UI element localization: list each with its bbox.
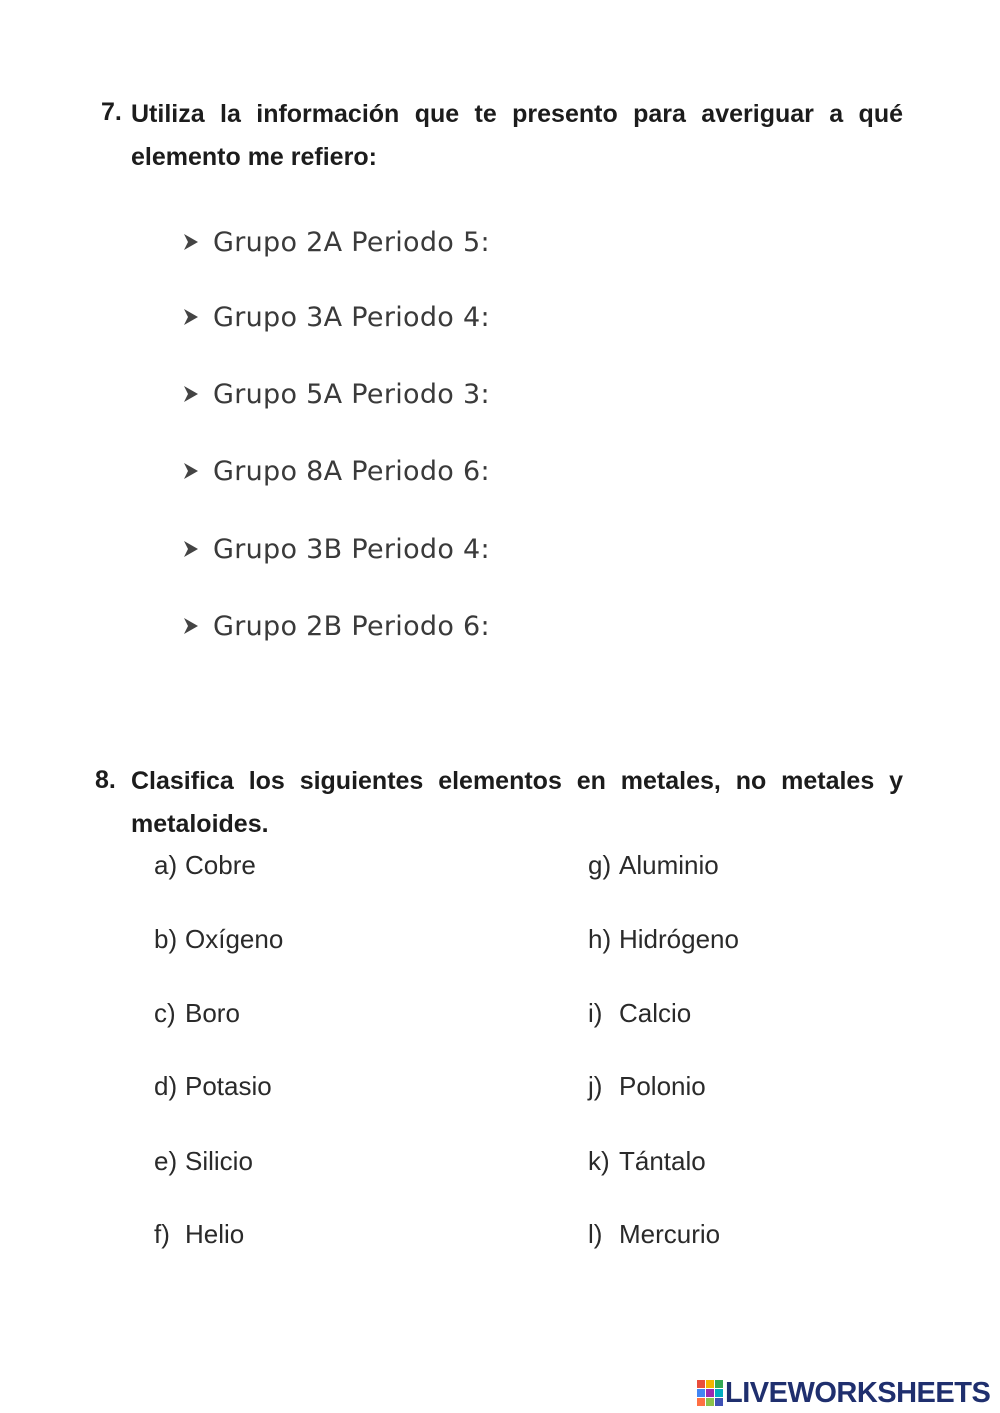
item-label: h) bbox=[588, 923, 612, 954]
question-8-number: 8. bbox=[95, 766, 116, 794]
item-label: k) bbox=[588, 1145, 610, 1176]
item-name: Silicio bbox=[185, 1145, 253, 1176]
element-item bbox=[588, 1068, 706, 1104]
item-name: Potasio bbox=[185, 1070, 272, 1101]
item-name: Polonio bbox=[619, 1070, 706, 1101]
q7-item-text: Grupo 5A Periodo 3: bbox=[213, 378, 490, 410]
question-8-text: Clasifica los siguientes elementos en metales, no metales y metaloides. bbox=[131, 767, 903, 838]
arrow-bullet-icon bbox=[183, 233, 199, 251]
item-label: j) bbox=[588, 1070, 603, 1101]
arrow-bullet-icon bbox=[183, 308, 199, 326]
logo-text: LIVEWORKSHEETS bbox=[725, 1376, 991, 1409]
item-label: d) bbox=[154, 1070, 178, 1101]
item-name: Oxígeno bbox=[185, 923, 284, 954]
question-7-number: 7. bbox=[101, 98, 122, 126]
arrow-bullet-icon bbox=[183, 462, 199, 480]
item-label: l) bbox=[588, 1218, 603, 1249]
item-name: Helio bbox=[185, 1218, 245, 1249]
item-label: c) bbox=[154, 997, 176, 1028]
element-item bbox=[588, 1216, 720, 1252]
element-item bbox=[588, 1143, 706, 1179]
element-item bbox=[154, 1143, 253, 1179]
arrow-bullet-icon bbox=[183, 540, 199, 558]
liveworksheets-logo bbox=[697, 1376, 990, 1410]
q7-item-text: Grupo 3B Periodo 4: bbox=[213, 533, 490, 565]
element-item bbox=[154, 995, 240, 1031]
item-label: a) bbox=[154, 849, 178, 880]
q7-item-6 bbox=[183, 606, 490, 646]
item-label: i) bbox=[588, 997, 603, 1028]
item-name: Boro bbox=[185, 997, 240, 1028]
q7-item-text: Grupo 8A Periodo 6: bbox=[213, 455, 490, 487]
q7-item-1 bbox=[183, 222, 490, 262]
item-name: Mercurio bbox=[619, 1218, 721, 1249]
item-name: Calcio bbox=[619, 997, 692, 1028]
item-name: Hidrógeno bbox=[619, 923, 739, 954]
q7-item-4 bbox=[183, 451, 490, 491]
question-7-text: Utiliza la información que te presento para averiguar a qué elemento me refiero: bbox=[131, 100, 903, 171]
arrow-bullet-icon bbox=[183, 385, 199, 403]
arrow-bullet-icon bbox=[183, 617, 199, 635]
q7-item-3 bbox=[183, 374, 490, 414]
element-item bbox=[588, 921, 739, 957]
element-item bbox=[154, 1068, 272, 1104]
item-label: g) bbox=[588, 849, 612, 880]
element-item bbox=[154, 921, 283, 957]
q7-item-text: Grupo 3A Periodo 4: bbox=[213, 301, 490, 333]
element-item bbox=[588, 995, 691, 1031]
liveworksheets-logo-icon bbox=[697, 1380, 723, 1406]
element-item bbox=[588, 847, 719, 883]
item-label: e) bbox=[154, 1145, 178, 1176]
q7-item-2 bbox=[183, 297, 490, 337]
item-name: Tántalo bbox=[619, 1145, 706, 1176]
q7-item-text: Grupo 2A Periodo 5: bbox=[213, 226, 490, 258]
item-name: Cobre bbox=[185, 849, 256, 880]
item-label: b) bbox=[154, 923, 178, 954]
element-item bbox=[154, 847, 256, 883]
q7-item-5 bbox=[183, 529, 490, 569]
item-name: Aluminio bbox=[619, 849, 719, 880]
element-item bbox=[154, 1216, 244, 1252]
q7-item-text: Grupo 2B Periodo 6: bbox=[213, 610, 490, 642]
item-label: f) bbox=[154, 1218, 170, 1249]
